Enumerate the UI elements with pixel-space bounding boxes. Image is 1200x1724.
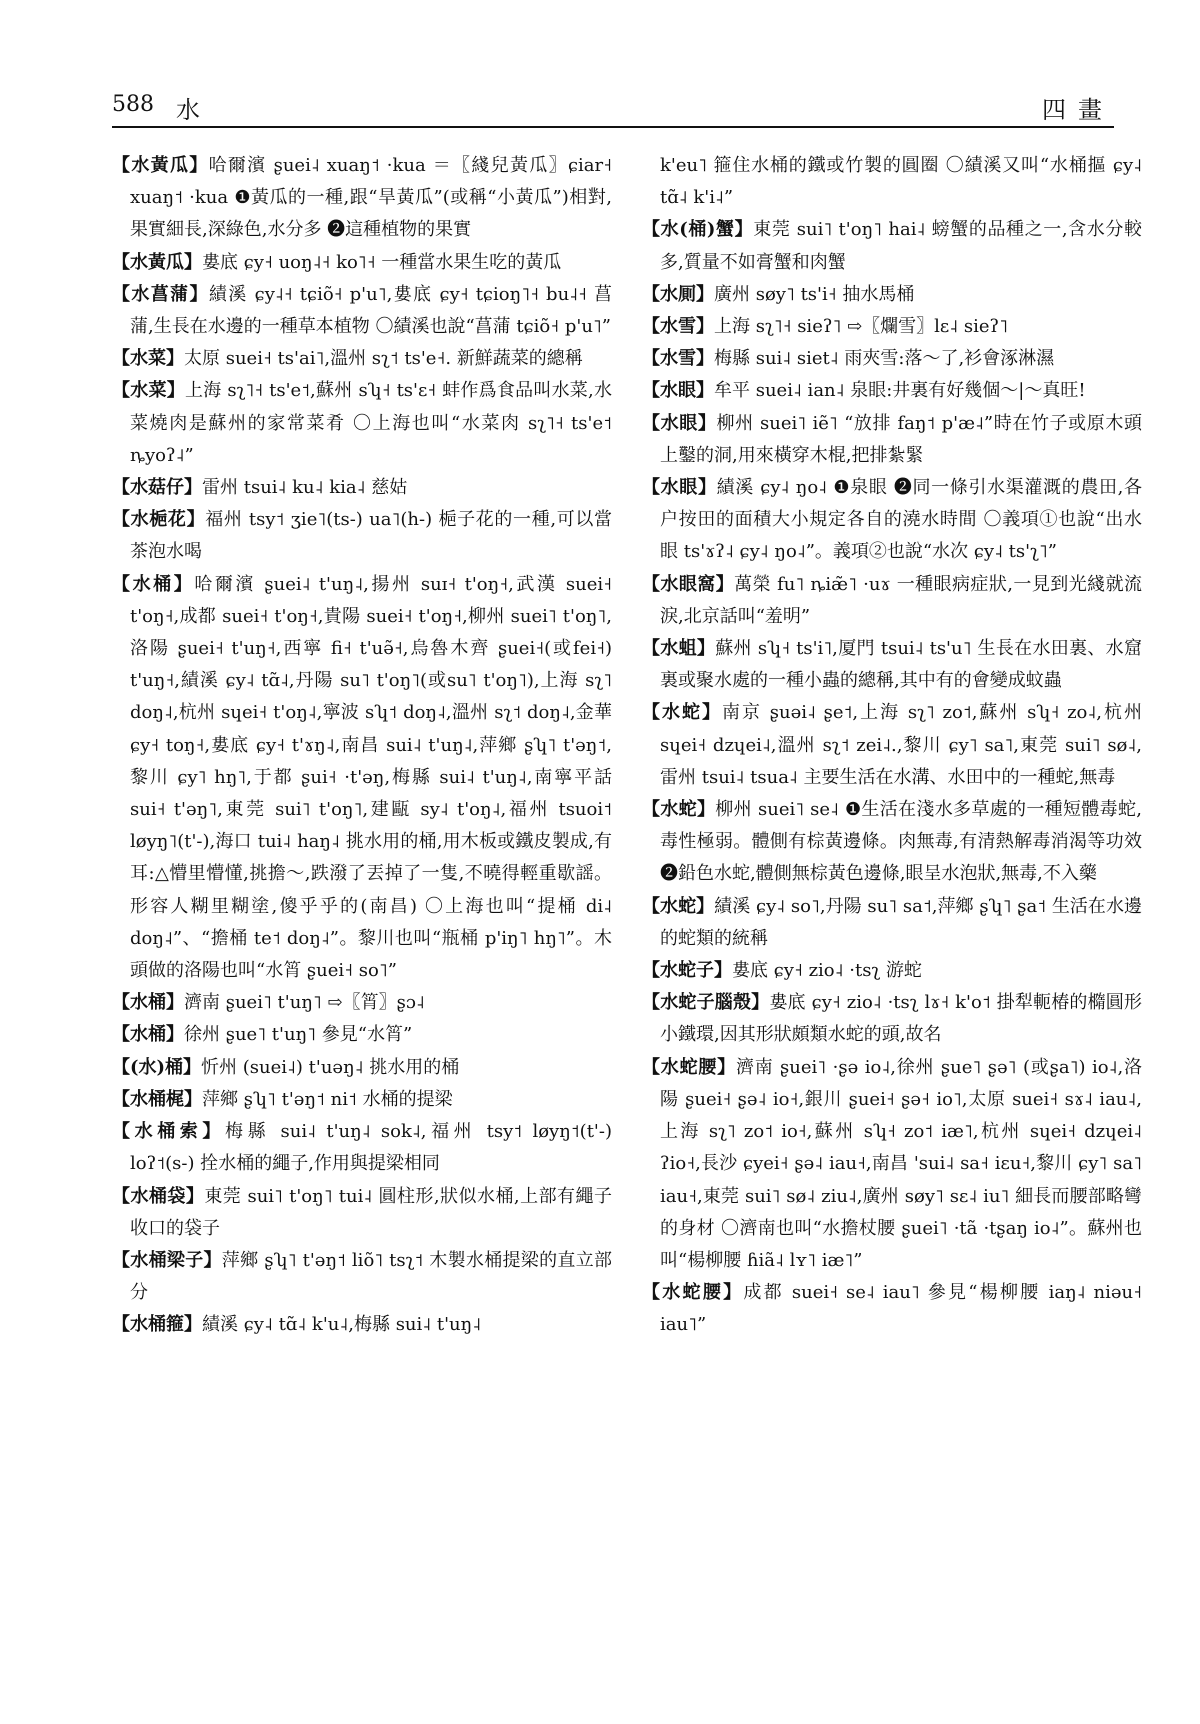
entry-headword: 【水蛇】 [642, 702, 723, 724]
entry-definition: 上海 sʅ˥˧ sieʔ˥ ⇨〖爛雪〗lɛ˨ sieʔ˥ [714, 316, 1009, 338]
dictionary-entry [642, 311, 1142, 343]
entry-headword: 【水蛇腰】 [642, 1056, 736, 1078]
dictionary-entry [642, 472, 1142, 569]
entry-definition: 福州 tsy˦ ʒie˥(ts-) ua˥(h-) 梔子花的一種,可以當茶泡水喝 [130, 509, 612, 563]
entry-headword: 【水蛇腰】 [642, 1282, 744, 1304]
entry-definition: 成都 suei˧ se˨ iau˥ 參見“楊柳腰 iaŋ˨ niəu˧ iau˥” [660, 1282, 1142, 1336]
entry-definition: k'eu˥ 箍住水桶的鐵或竹製的圓圈 〇績溪又叫“水桶摳 ɕy˨ tɑ̃˨ k'i˨” [660, 155, 1142, 209]
dictionary-entry [642, 955, 1142, 987]
section-label: 四畫 [1042, 96, 1114, 124]
dictionary-entry [642, 794, 1142, 891]
entry-definition: 蘇州 sʮ˧ ts'i˥,厦門 tsui˨ ts'u˥ 生長在水田裏、水窟裏或聚水處的一種小蟲的總稱,其中有的會變成蚊蟲 [660, 638, 1142, 692]
entry-headword: 【水蛆】 [642, 638, 716, 660]
entry-definition: 上海 sʅ˥˧ ts'e˦,蘇州 sʮ˧ ts'ɛ˧ 蚌作爲食品叫水菜,水菜燒肉是蘇州的家常菜肴 〇上海也叫“水菜肉 sʅ˥˧ ts'e˦ ȵyoʔ˨” [130, 380, 612, 466]
entry-headword: 【水蛇子腦殼】 [642, 992, 770, 1014]
entry-headword: 【水(桶)蟹】 [642, 219, 754, 241]
entry-headword: 【水眼】 [642, 380, 714, 402]
dictionary-entry [112, 504, 612, 568]
entry-definition: 東莞 sui˥ t'oŋ˥ tui˨ 圓柱形,狀似水桶,上部有繩子收口的袋子 [130, 1185, 612, 1239]
dictionary-entry [112, 472, 612, 504]
dictionary-entry [642, 697, 1142, 794]
dictionary-entry [112, 987, 612, 1019]
dictionary-entry [642, 150, 1142, 214]
entry-definition: 績溪 ɕy˨ tɑ̃˨ k'u˨,梅縣 sui˨ t'uŋ˨ [202, 1314, 482, 1336]
dictionary-entry [642, 891, 1142, 955]
dictionary-entry [642, 214, 1142, 278]
entry-headword: 【水眼】 [642, 412, 717, 434]
entry-definition: 太原 suei˧ ts'ai˥,溫州 sʅ˦ ts'e˧. 新鮮蔬菜的總稱 [184, 348, 583, 370]
dictionary-entry [642, 279, 1142, 311]
entry-headword: 【水桶】 [112, 573, 195, 595]
dictionary-entry [112, 1019, 612, 1051]
entry-headword: 【水黃瓜】 [112, 155, 209, 176]
dictionary-entry [112, 569, 612, 988]
entry-headword: 【水桶索】 [112, 1121, 226, 1143]
entry-definition: 婁底 ɕy˧ zio˨ ·tsʅ lɤ˧ k'o˦ 掛犁軛椿的橢圓形小鐵環,因其形狀頗類水蛇的頭,故名 [660, 992, 1142, 1046]
entry-headword: 【水菇仔】 [112, 477, 202, 499]
entry-headword: 【水菜】 [112, 380, 185, 402]
entry-headword: 【水桶袋】 [112, 1185, 205, 1207]
dictionary-entry [112, 1309, 612, 1341]
entry-definition: 東莞 sui˥ t'oŋ˥ hai˨ 螃蟹的品種之一,含水分較多,質量不如膏蟹和肉蟹 [660, 219, 1142, 273]
dictionary-entry [642, 375, 1142, 407]
entry-headword: 【水黃瓜】 [112, 251, 202, 273]
entry-headword: 【水桶】 [112, 1024, 184, 1046]
entry-definition: 濟南 ʂuei˥ ·ʂə io˨,徐州 ʂue˥ ʂə˥ (或ʂa˥) io˨,洛陽 ʂuei˧ ʂə˨ io˧,銀川 ʂuei˧ ʂə˧ io˥,太原 suei˧ sɤ˨ iau˨,上海 sʅ˥ zo˦ io˧,蘇州 sʮ˧ zo˦ iæ˥,杭州 sɥei˧ dzɥei˨ ʔio˧,長沙 ɕyei˧ ʂə˨ iau˧,南昌 'sui˨ sa˧ iɛu˧,黎川 ɕy˥ sa˥ iau˧,東莞 sui˥ sø˨ ziu˨,廣州 søy˥ sɛ˨ iu˥ 細長而腰部略彎的身材 〇濟南也叫“水擔杖腰 ʂuei˥ ·tã ·tʂaŋ io˨”。蘇州也叫“楊柳腰 ɦiã˨ lʏ˥ iæ˥” [660, 1056, 1142, 1271]
entry-definition: 雷州 tsui˨ ku˨ kia˨ 慈姑 [202, 477, 408, 499]
dictionary-entry [112, 1116, 612, 1180]
dictionary-entry [112, 279, 612, 343]
dictionary-entry [642, 633, 1142, 697]
entry-headword: 【水厠】 [642, 283, 714, 305]
entry-headword: 【水蛇】 [642, 799, 716, 821]
page-header [112, 86, 1114, 128]
entry-definition: 績溪 ɕy˨˧ tɕiõ˧ p'u˥,婁底 ɕy˧ tɕioŋ˥˧ bu˨˧ 菖蒲,生長在水邊的一種草本植物 〇績溪也說“菖蒲 tɕiõ˧ p'u˥” [130, 283, 612, 338]
dictionary-entry [642, 1052, 1142, 1277]
entry-definition: 南京 ʂuəi˨ ʂe˦,上海 sʅ˥ zo˦,蘇州 sʮ˧ zo˨,杭州 sɥei˧ dzɥei˨,溫州 sʅ˦ zei˨.,黎川 ɕy˥ sa˥,東莞 sui˥ sø˨,雷州 tsui˨ tsua˨ 主要生活在水溝、水田中的一種蛇,無毒 [660, 702, 1142, 788]
entry-headword: 【水桶梁子】 [112, 1249, 222, 1271]
entry-definition: 哈爾濱 ʂuei˨ t'uŋ˨,揚州 suɪ˧ t'oŋ˧,武漢 suei˧ t'oŋ˧,成都 suei˧ t'oŋ˧,貴陽 suei˧ t'oŋ˧,柳州 suei˥ t'oŋ˥,洛陽 ʂuei˧ t'uŋ˧,西寧 fi˧ t'uə̃˧,烏魯木齊 ʂuei˧(或fei˧) t'uŋ˧,績溪 ɕy˨ tɑ̃˨,丹陽 su˥ t'oŋ˥(或su˥ t'oŋ˥),上海 sʅ˥ doŋ˨,杭州 sɥei˧ t'oŋ˨,寧波 sʮ˦ doŋ˨,溫州 sʅ˦ doŋ˨,金華 ɕy˧ toŋ˧,婁底 ɕy˧ t'ɤŋ˨,南昌 sui˨ t'uŋ˨,萍鄉 ʂʮ˥ t'əŋ˦,黎川 ɕy˥ hŋ˥,于都 ʂui˧ ·t'əŋ,梅縣 sui˨ t'uŋ˨,南寧平話 sui˧ t'əŋ˥,東莞 sui˥ t'oŋ˥,建甌 sy˨ t'oŋ˨,福州 tsuoi˦ løyŋ˥(t'-),海口 tui˨ haŋ˨ 挑水用的桶,用木板或鐵皮製成,有耳:△懵里懵懂,挑擔～,跌潑了丟掉了一隻,不曉得輕重歇謡。形容人糊里糊塗,傻乎乎的(南昌) 〇上海也叫“提桶 di˨ doŋ˨”、“擔桶 te˦ doŋ˨”。黎川也叫“瓶桶 p'iŋ˥ hŋ˥”。木頭做的洛陽也叫“水筲 ʂuei˧ so˥” [130, 573, 612, 982]
entry-definition: 柳州 suei˥ se˨ ❶生活在淺水多草處的一種短體毒蛇,毒性極弱。體側有棕黃邊條。肉無毒,有清熱解毒消渴等功效 ❷鉛色水蛇,體側無棕黃色邊條,眼呈水泡狀,無毒,不入藥 [660, 799, 1142, 885]
entry-definition: 萬榮 fu˥ ȵiæ̃˥ ·uɤ 一種眼病症狀,一見到光綫就流淚,北京話叫“羞明” [660, 573, 1142, 627]
right-column [642, 150, 1142, 1710]
dictionary-entry [642, 987, 1142, 1051]
entry-definition: 婁底 ɕy˧ zio˨ ·tsʅ 游蛇 [732, 960, 922, 982]
entry-definition: 梅縣 sui˨ t'uŋ˨ sok˨,福州 tsy˦ løyŋ˦(t'-) loʔ˦(s-) 拴水桶的繩子,作用與提梁相同 [130, 1121, 612, 1175]
entry-headword: 【水眼】 [642, 477, 717, 499]
entry-headword: 【水菜】 [112, 348, 184, 370]
entry-definition: 濟南 ʂuei˥ t'uŋ˥ ⇨〖筲〗ʂɔ˨ [184, 992, 425, 1014]
entry-headword: 【水蛇子】 [642, 960, 732, 982]
entry-headword: 【(水)桶】 [112, 1056, 202, 1078]
entry-headword: 【水雪】 [642, 316, 714, 338]
entry-headword: 【水眼窩】 [642, 573, 735, 595]
entry-headword: 【水桶】 [112, 992, 184, 1014]
dictionary-entry [112, 1052, 612, 1084]
entry-headword: 【水桶箍】 [112, 1314, 202, 1336]
entry-definition: 廣州 søy˥ ts'i˧ 抽水馬桶 [714, 283, 915, 305]
entry-headword: 【水雪】 [642, 348, 714, 370]
dictionary-entry [112, 343, 612, 375]
head-character: 水 [176, 96, 200, 124]
dictionary-entry [112, 1181, 612, 1245]
entry-definition: 哈爾濱 ʂuei˨ xuaŋ˦ ·kua ＝〖綫兒黃瓜〗ɕiar˧ xuaŋ˦ ·kua ❶黃瓜的一種,跟“旱黃瓜”(或稱“小黃瓜”)相對,果實細長,深綠色,水分多 ❷這種植物的果實 [130, 155, 612, 241]
dictionary-entry [112, 1084, 612, 1116]
entry-headword: 【水梔花】 [112, 509, 206, 531]
entry-definition: 徐州 ʂue˥ t'uŋ˥ 參見“水筲” [184, 1024, 413, 1046]
dictionary-entry [112, 150, 612, 247]
dictionary-entry [112, 1245, 612, 1309]
entry-headword: 【水菖蒲】 [112, 283, 209, 305]
page-number: 588 [112, 92, 154, 117]
dictionary-entry [642, 408, 1142, 472]
left-column [112, 150, 612, 1710]
entry-definition: 婁底 ɕy˧ uoŋ˨˧ ko˥˧ 一種當水果生吃的黃瓜 [202, 251, 562, 273]
dictionary-entry [642, 569, 1142, 633]
entry-definition: 梅縣 sui˨ siet˨ 雨夾雪:落～了,衫會涿淋濕 [714, 348, 1055, 370]
entry-definition: 萍鄉 ʂʮ˥ t'əŋ˦ ni˦ 水桶的提梁 [202, 1088, 453, 1110]
entry-definition: 績溪 ɕy˨ so˥,丹陽 su˥ sa˦,萍鄉 ʂʮ˥ ʂa˦ 生活在水邊的蛇類的統稱 [660, 895, 1142, 949]
dictionary-entry [112, 375, 612, 472]
entry-headword: 【水桶梶】 [112, 1088, 202, 1110]
dictionary-entry [642, 343, 1142, 375]
dictionary-entry [112, 247, 612, 279]
entry-definition: 忻州 (suei˨) t'uəŋ˨ 挑水用的桶 [201, 1056, 460, 1078]
entry-definition: 柳州 suei˥ iẽ˥ “放排 faŋ˦ p'æ˨”時在竹子或原木頭上鑿的洞,用來橫穿木棍,把排紮緊 [660, 412, 1142, 466]
entry-definition: 萍鄉 ʂʮ˥ t'əŋ˦ liõ˥ tsʅ˦ 木製水桶提梁的直立部分 [130, 1249, 612, 1304]
entry-definition: 績溪 ɕy˨ ŋo˨ ❶泉眼 ❷同一條引水渠灌溉的農田,各户按田的面積大小規定各自的澆水時間 〇義項①也說“出水眼 ts'ɤʔ˨ ɕy˨ ŋo˨”。義項②也說“水次 ɕy˨ ts'ʅ˥” [660, 477, 1142, 563]
dictionary-entry [642, 1277, 1142, 1341]
entry-definition: 牟平 suei˨ ian˨ 泉眼:井裏有好幾個～|～真旺! [714, 380, 1086, 402]
entry-headword: 【水蛇】 [642, 895, 715, 917]
